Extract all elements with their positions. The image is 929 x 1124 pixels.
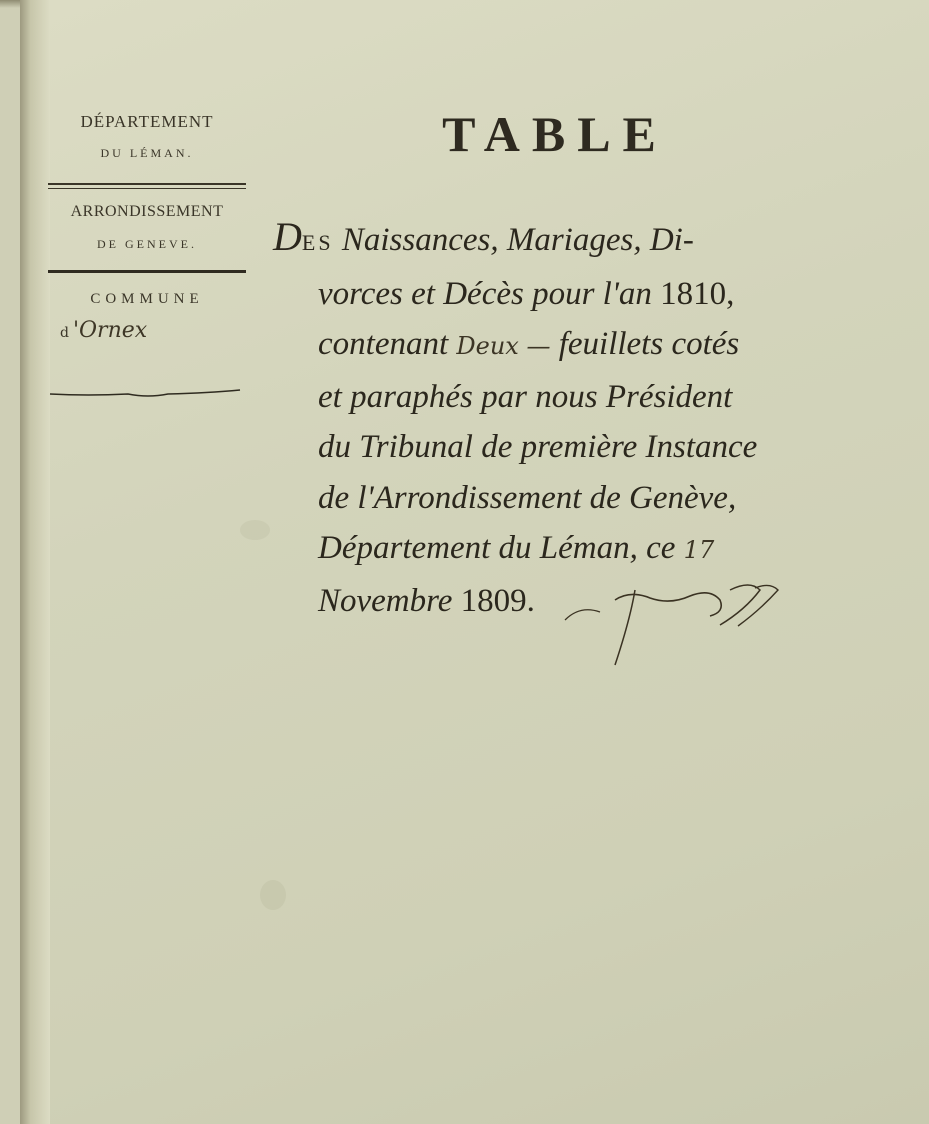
handwritten-count: Deux — xyxy=(456,332,551,360)
handwritten-day: 17 xyxy=(683,536,715,564)
double-divider xyxy=(48,183,246,189)
signature-flourish xyxy=(560,560,800,680)
commune-handwritten-field xyxy=(60,318,200,343)
arrondissement-heading: ARRONDISSEMENT xyxy=(70,203,224,220)
line-8-text: Novembre xyxy=(318,582,453,619)
paragraph-line-5: du Tribunal de première Instance xyxy=(318,429,758,465)
arrondissement-name: DE GENEVE. xyxy=(97,237,197,251)
year-1810: 1810, xyxy=(660,275,735,312)
line-2-text: vorces et Décès pour l'an xyxy=(318,275,652,312)
small-caps-text: ES xyxy=(301,230,334,255)
line-3-text: contenant xyxy=(318,326,449,362)
department-name: DU LÉMAN. xyxy=(100,146,194,160)
paragraph-line-4: et paraphés par nous Président xyxy=(318,378,733,415)
commune-name: 'Ornex xyxy=(72,318,148,343)
drop-initial: D xyxy=(273,214,302,259)
thick-divider xyxy=(48,270,246,273)
paragraph-line-2 xyxy=(265,269,835,320)
year-1809: 1809. xyxy=(460,582,535,619)
commune-prefix: d xyxy=(60,325,69,341)
wavy-divider xyxy=(48,386,242,400)
paragraph-line-3 xyxy=(265,319,835,372)
book-spine-shadow xyxy=(20,0,50,1124)
paragraph-line-6: de l'Arrondissement de Genève, xyxy=(318,479,737,516)
paper-stain xyxy=(260,880,286,910)
line-7-text: Département du Léman, ce xyxy=(318,530,676,566)
commune-heading: COMMUNE xyxy=(90,291,204,307)
document-title: TABLE xyxy=(442,106,668,162)
line-1-text: Naissances, Mariages, Di- xyxy=(341,222,694,258)
paragraph-line-1 xyxy=(265,212,835,269)
line-3-text-end: feuillets cotés xyxy=(558,326,740,362)
department-heading: DÉPARTEMENT xyxy=(80,112,214,131)
